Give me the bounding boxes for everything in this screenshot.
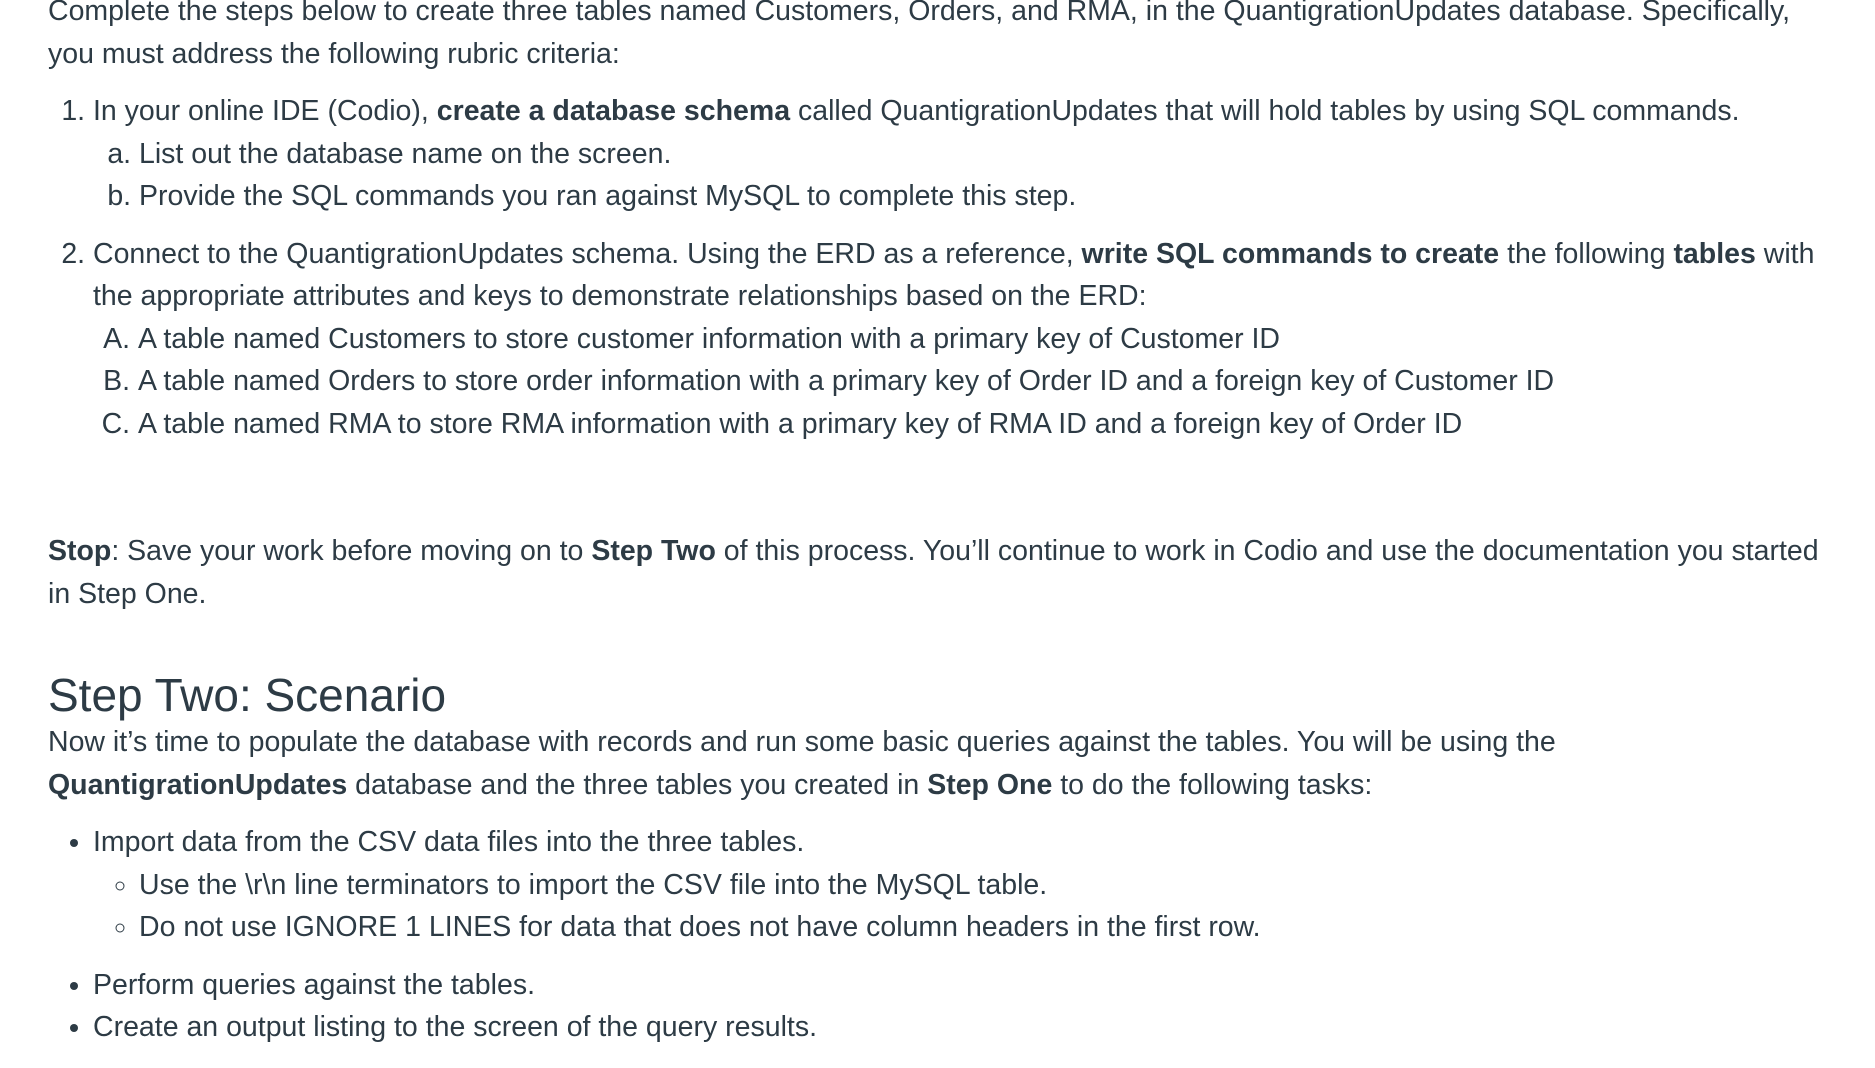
task-item-queries: • Perform queries against the tables.	[93, 964, 1838, 1007]
task-item-output: • Create an output listing to the screen of the query results.	[93, 1006, 1838, 1049]
scenario-text-mid: database and the three tables you created in	[347, 768, 928, 801]
intro-paragraph: Complete the steps below to create three tables named Customers, Orders, and RMA, in the QuantigrationUpdates database. Specifically, you must address the following rubric criteria:	[48, 0, 1791, 70]
task-import-sub-2: ◦ Do not use IGNORE 1 LINES for data that does not have column headers in the first row.	[139, 906, 1838, 949]
step-one-item-2	[93, 233, 1838, 446]
stop-bold-step-two: Step Two	[591, 535, 716, 567]
item2-text-post: with the appropriate attributes and keys to demonstrate relationships based on the ERD:	[93, 237, 1815, 312]
scenario-text-post: to do the following tasks:	[1052, 768, 1373, 801]
item1-sublist	[93, 133, 1838, 218]
task-item-import	[93, 821, 1838, 949]
item2-text-bold2: tables	[1673, 237, 1756, 270]
stop-bold-label: Stop	[48, 535, 112, 567]
task-list	[48, 821, 1838, 1049]
step-one-list	[48, 90, 1838, 445]
item1-text-post: called QuantigrationUpdates that will hold tables by using SQL commands.	[790, 95, 1740, 127]
item2-sub-b: B. A table named Orders to store order information with a primary key of Order ID and a foreign key of Customer ID	[138, 360, 1838, 403]
step-one-item-1	[93, 90, 1838, 218]
item2-text-bold1: write SQL commands to create	[1081, 237, 1500, 270]
item1-sub-b: b. Provide the SQL commands you ran against MySQL to complete this step.	[139, 175, 1838, 218]
item2-sub-c: C. A table named RMA to store RMA information with a primary key of RMA ID and a foreign key of Order ID	[138, 403, 1838, 446]
item2-text-mid: the following	[1499, 237, 1674, 270]
step-two-heading: Step Two: Scenario	[48, 669, 447, 721]
stop-paragraph	[48, 530, 1838, 615]
scenario-text-pre: Now it’s time to populate the database with records and run some basic queries against the tables. You will be using the	[48, 726, 1556, 758]
scenario-bold-db: QuantigrationUpdates	[48, 768, 348, 801]
stop-text-post: of this process. You’ll continue to work in Codio and use the documentation you started in Step One.	[48, 535, 1819, 610]
document-page	[48, 0, 1838, 1049]
item1-text-bold: create a database schema	[436, 95, 791, 127]
scenario-paragraph	[48, 721, 1838, 806]
scenario-bold-step-one: Step One	[927, 768, 1053, 801]
task-import-sub-1: ◦ Use the \r\n line terminators to import the CSV file into the MySQL table.	[139, 864, 1838, 907]
item2-text-pre: Connect to the QuantigrationUpdates schema. Using the ERD as a reference,	[93, 237, 1082, 270]
task-import-text: Import data from the CSV data files into the three tables.	[93, 826, 805, 858]
item1-sub-a: a. List out the database name on the screen.	[139, 133, 1838, 176]
item2-sublist	[93, 318, 1838, 446]
stop-text-pre: : Save your work before moving on to	[111, 535, 592, 567]
task-import-sublist	[93, 864, 1838, 949]
item2-sub-a: A. A table named Customers to store customer information with a primary key of Customer ID	[138, 318, 1838, 361]
item1-text-pre: In your online IDE (Codio),	[93, 95, 437, 127]
